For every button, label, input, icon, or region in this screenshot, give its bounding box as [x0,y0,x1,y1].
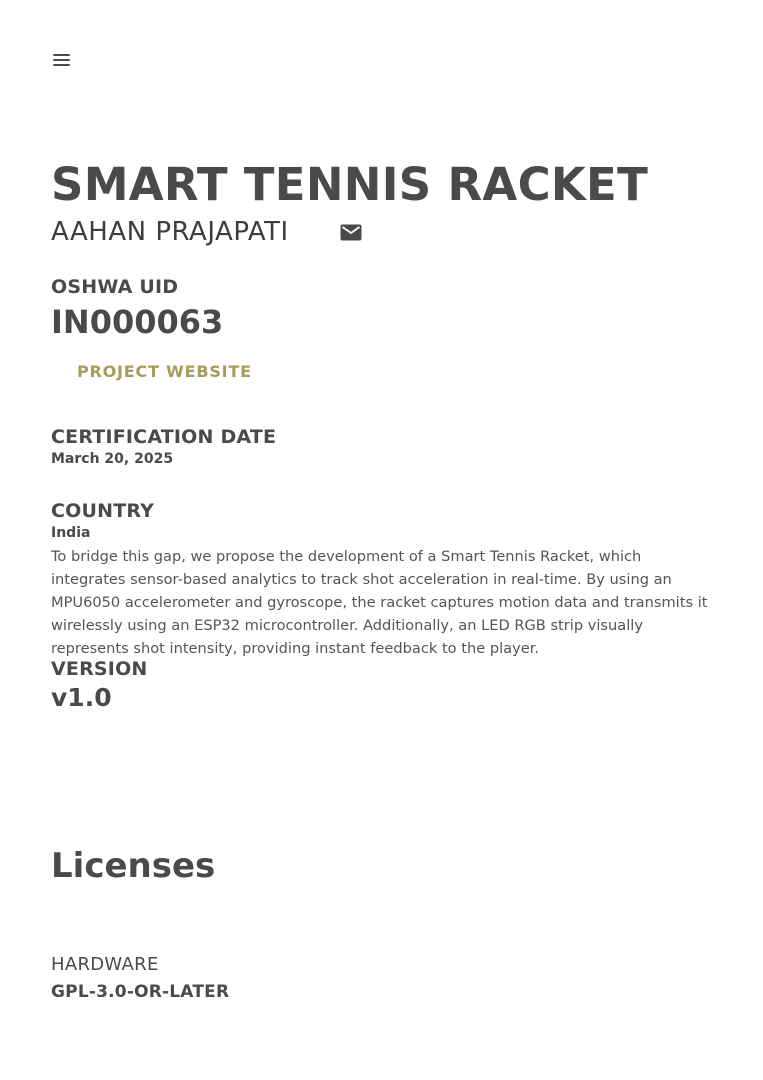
project-description: To bridge this gap, we propose the development of a Smart Tennis Racket, which integrates sensor-based analytics to track shot acceleration in real-time. By using an MPU6050 accelerometer and gyroscope, the racket captures motion data and transmits it wirelessly using an ESP32 microcontroller. Additionally, an LED RGB strip visually represents shot intensity, providing instant feedback to the player. [51,548,708,657]
certification-date-label: CERTIFICATION DATE [51,426,277,448]
version-value: v1.0 [51,683,112,712]
hardware-license-label: HARDWARE [51,954,159,975]
version-label: VERSION [51,658,148,680]
oshwa-uid-label: OSHWA UID [51,276,179,298]
country-label: COUNTRY [51,500,155,522]
email-icon[interactable] [340,224,362,241]
project-website-link[interactable]: PROJECT WEBSITE [77,362,252,381]
hamburger-menu-icon[interactable] [52,52,72,68]
licenses-heading: Licenses [51,846,216,886]
country-value: India [51,525,91,541]
author-name: AAHAN PRAJAPATI [51,217,289,247]
certification-date-value: March 20, 2025 [51,451,174,467]
hardware-license-value: GPL-3.0-OR-LATER [51,982,230,1002]
oshwa-uid-value: IN000063 [51,303,224,341]
project-title: SMART TENNIS RACKET [51,158,649,211]
